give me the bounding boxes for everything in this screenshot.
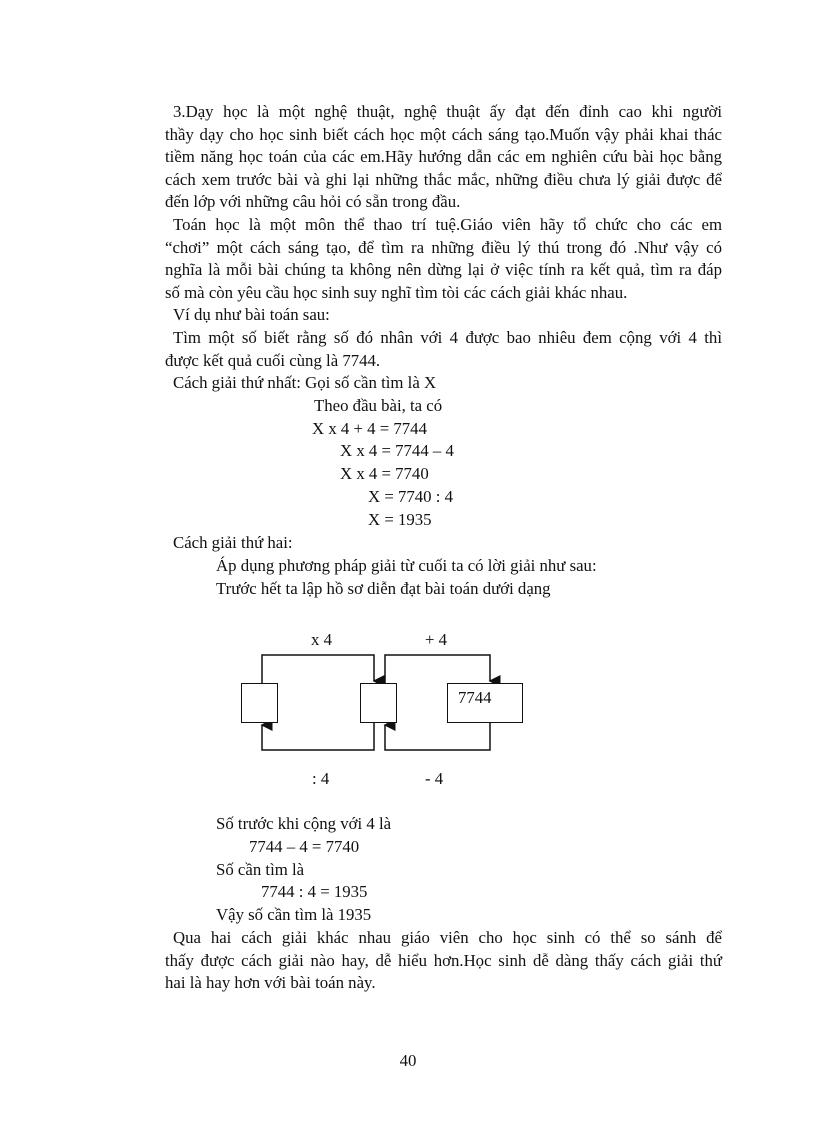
paragraph-line: Qua hai cách giải khác nhau giáo viên cho học sinh có thể so sánh để <box>173 928 722 947</box>
example-intro: Ví dụ như bài toán sau: <box>173 305 330 324</box>
solution2-intro: Trước hết ta lập hồ sơ diễn đạt bài toán dưới dạng <box>216 579 551 598</box>
arrow-add <box>385 655 490 683</box>
diagram-box-intermediate <box>360 683 397 723</box>
paragraph-line: tiềm năng học toán của các em.Hãy hướng dẫn các em nghiên cứu bài học bằng <box>165 147 722 167</box>
paragraph-line: nghĩa là mỗi bài chúng ta không nên dừng lại ở việc tính ra kết quả, tìm ra đáp <box>165 260 722 280</box>
diagram-label-subtract: - 4 <box>425 769 444 788</box>
solution1-step: X = 7740 : 4 <box>368 487 453 506</box>
solution1-step: X x 4 + 4 = 7744 <box>312 419 427 438</box>
solution1-step: X = 1935 <box>368 510 432 529</box>
paragraph-line: đến lớp với những câu hỏi có sẵn trong đầu. <box>165 192 461 212</box>
paragraph-line: số mà còn yêu cầu học sinh suy nghĩ tìm tòi các cách giải khác nhau. <box>165 282 628 302</box>
solution2-work: Số trước khi cộng với 4 là <box>216 814 392 833</box>
solution2-work: Vậy số cần tìm là 1935 <box>216 905 372 924</box>
solution1-step: X x 4 = 7740 <box>340 464 429 483</box>
arrow-multiply <box>262 655 374 683</box>
solution2-work: Số cần tìm là <box>216 860 305 879</box>
page-number: 40 <box>399 1051 417 1070</box>
paragraph-conclusion <box>165 927 722 995</box>
diagram-box-result <box>447 683 523 723</box>
paragraph-line: “chơi” một cách sáng tạo, để tìm ra những điều lý thú trong đó .Như vậy có <box>165 237 722 257</box>
paragraph-line: thấy được cách giải nào hay, dễ hiểu hơn.Học sinh dễ dàng thấy cách giải thứ <box>165 950 722 970</box>
diagram-label-divide: : 4 <box>312 769 330 788</box>
diagram-label-multiply: x 4 <box>311 630 332 649</box>
arrow-divide <box>262 723 374 750</box>
diagram-box-unknown <box>241 683 278 723</box>
problem-line: được kết quả cuối cùng là 7744. <box>165 350 381 370</box>
solution2-work: 7744 – 4 = 7740 <box>249 837 360 856</box>
solution2-heading: Cách giải thứ hai: <box>173 533 293 552</box>
arrow-subtract <box>385 723 490 750</box>
solution2-intro: Áp dụng phương pháp giải từ cuối ta có lời giải như sau: <box>216 556 597 575</box>
problem-line: Tìm một số biết rằng số đó nhân với 4 được bao nhiêu đem cộng với 4 thì <box>173 328 722 347</box>
diagram-label-add: + 4 <box>425 630 448 649</box>
paragraph-line: 3.Dạy học là một nghệ thuật, nghệ thuật ấy đạt đến đỉnh cao khi người <box>173 102 722 121</box>
solution1-heading: Cách giải thứ nhất: Gọi số cần tìm là X <box>173 373 437 392</box>
solution2-work: 7744 : 4 = 1935 <box>261 882 368 901</box>
paragraph-line: cách xem trước bài và ghi lại những thắc mắc, những điều chưa lý giải được để <box>165 169 722 189</box>
solution1-step: Theo đầu bài, ta có <box>314 396 443 415</box>
paragraph-line: hai là hay hơn với bài toán này. <box>165 973 376 993</box>
paragraph-line: Toán học là một môn thể thao trí tuệ.Giáo viên hãy tổ chức cho các em <box>173 215 722 234</box>
solution1-step: X x 4 = 7744 – 4 <box>340 441 454 460</box>
paragraph-line: thầy dạy cho học sinh biết cách học một cách sáng tạo.Muốn vậy phải khai thác <box>165 124 722 144</box>
diagram-result-value: 7744 <box>458 688 492 707</box>
